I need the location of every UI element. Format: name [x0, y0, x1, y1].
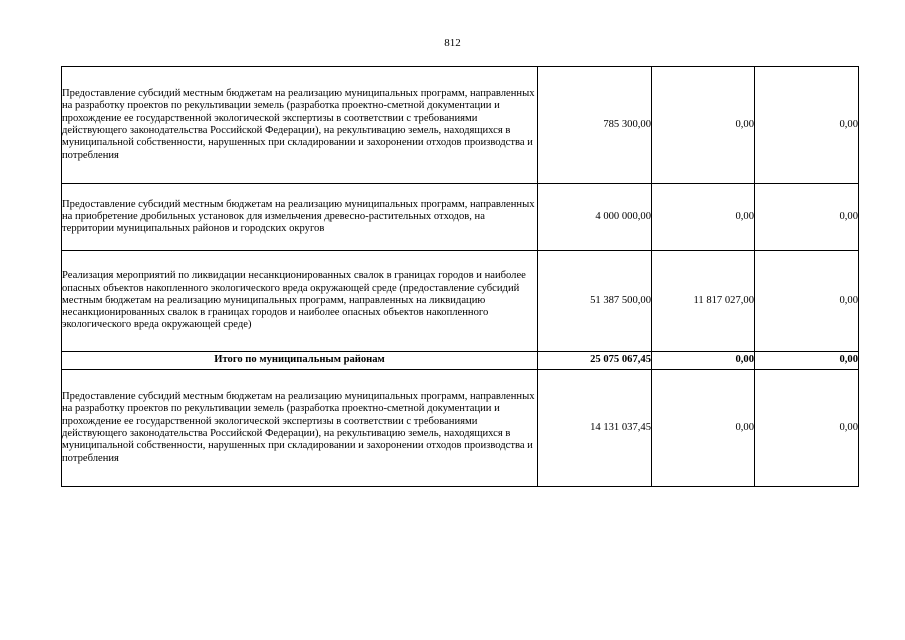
row-value-1: 14 131 037,45 — [538, 370, 652, 487]
table-row — [62, 251, 859, 352]
row-value-2: 0,00 — [652, 370, 755, 487]
row-value-1: 785 300,00 — [538, 67, 652, 184]
budget-table — [61, 66, 859, 487]
row-value-3: 0,00 — [755, 67, 859, 184]
total-row — [62, 352, 859, 370]
row-value-2: 11 817 027,00 — [652, 251, 755, 352]
row-value-1: 4 000 000,00 — [538, 184, 652, 251]
table-row — [62, 67, 859, 184]
row-description: Предоставление субсидий местным бюджетам на реализацию муниципальных программ, направленных на разработку проектов по рекультивации земель (разработка проектно-сметной документации и прохождение ее государственной экологической экспертизы в соответствии с требованиями действующего законодательства Российской Федерации), на рекультивацию земель, находящихся в муниципальной собственности, нарушенных при складировании и захоронении отходов производства и потребления — [62, 67, 538, 184]
row-description: Предоставление субсидий местным бюджетам на реализацию муниципальных программ, направленных на разработку проектов по рекультивации земель (разработка проектно-сметной документации и прохождение ее государственной экологической экспертизы в соответствии с требованиями действующего законодательства Российской Федерации), на рекультивацию земель, находящихся в муниципальной собственности, нарушенных при складировании и захоронении отходов производства и потребления — [62, 370, 538, 487]
row-description: Предоставление субсидий местным бюджетам на реализацию муниципальных программ, направленных на приобретение дробильных установок для измельчения древесно-растительных отходов, на территории муниципальных районов и городских округов — [62, 184, 538, 251]
total-value-3: 0,00 — [755, 352, 859, 370]
row-value-3: 0,00 — [755, 370, 859, 487]
total-value-1: 25 075 067,45 — [538, 352, 652, 370]
row-value-2: 0,00 — [652, 184, 755, 251]
page-number: 812 — [444, 37, 461, 49]
row-value-3: 0,00 — [755, 184, 859, 251]
table-row — [62, 184, 859, 251]
row-value-1: 51 387 500,00 — [538, 251, 652, 352]
table-row — [62, 370, 859, 487]
row-description: Реализация мероприятий по ликвидации несанкционированных свалок в границах городов и наиболее опасных объектов накопленного экологического вреда окружающей среде (предоставление субсидий местным бюджетам на реализацию муниципальных программ, направленных на ликвидацию несанкционированных свалок в границах городов и наиболее опасных объектов накопленного экологического вреда окружающей среде) — [62, 251, 538, 352]
row-value-3: 0,00 — [755, 251, 859, 352]
total-value-2: 0,00 — [652, 352, 755, 370]
total-label: Итого по муниципальным районам — [62, 352, 538, 370]
row-value-2: 0,00 — [652, 67, 755, 184]
